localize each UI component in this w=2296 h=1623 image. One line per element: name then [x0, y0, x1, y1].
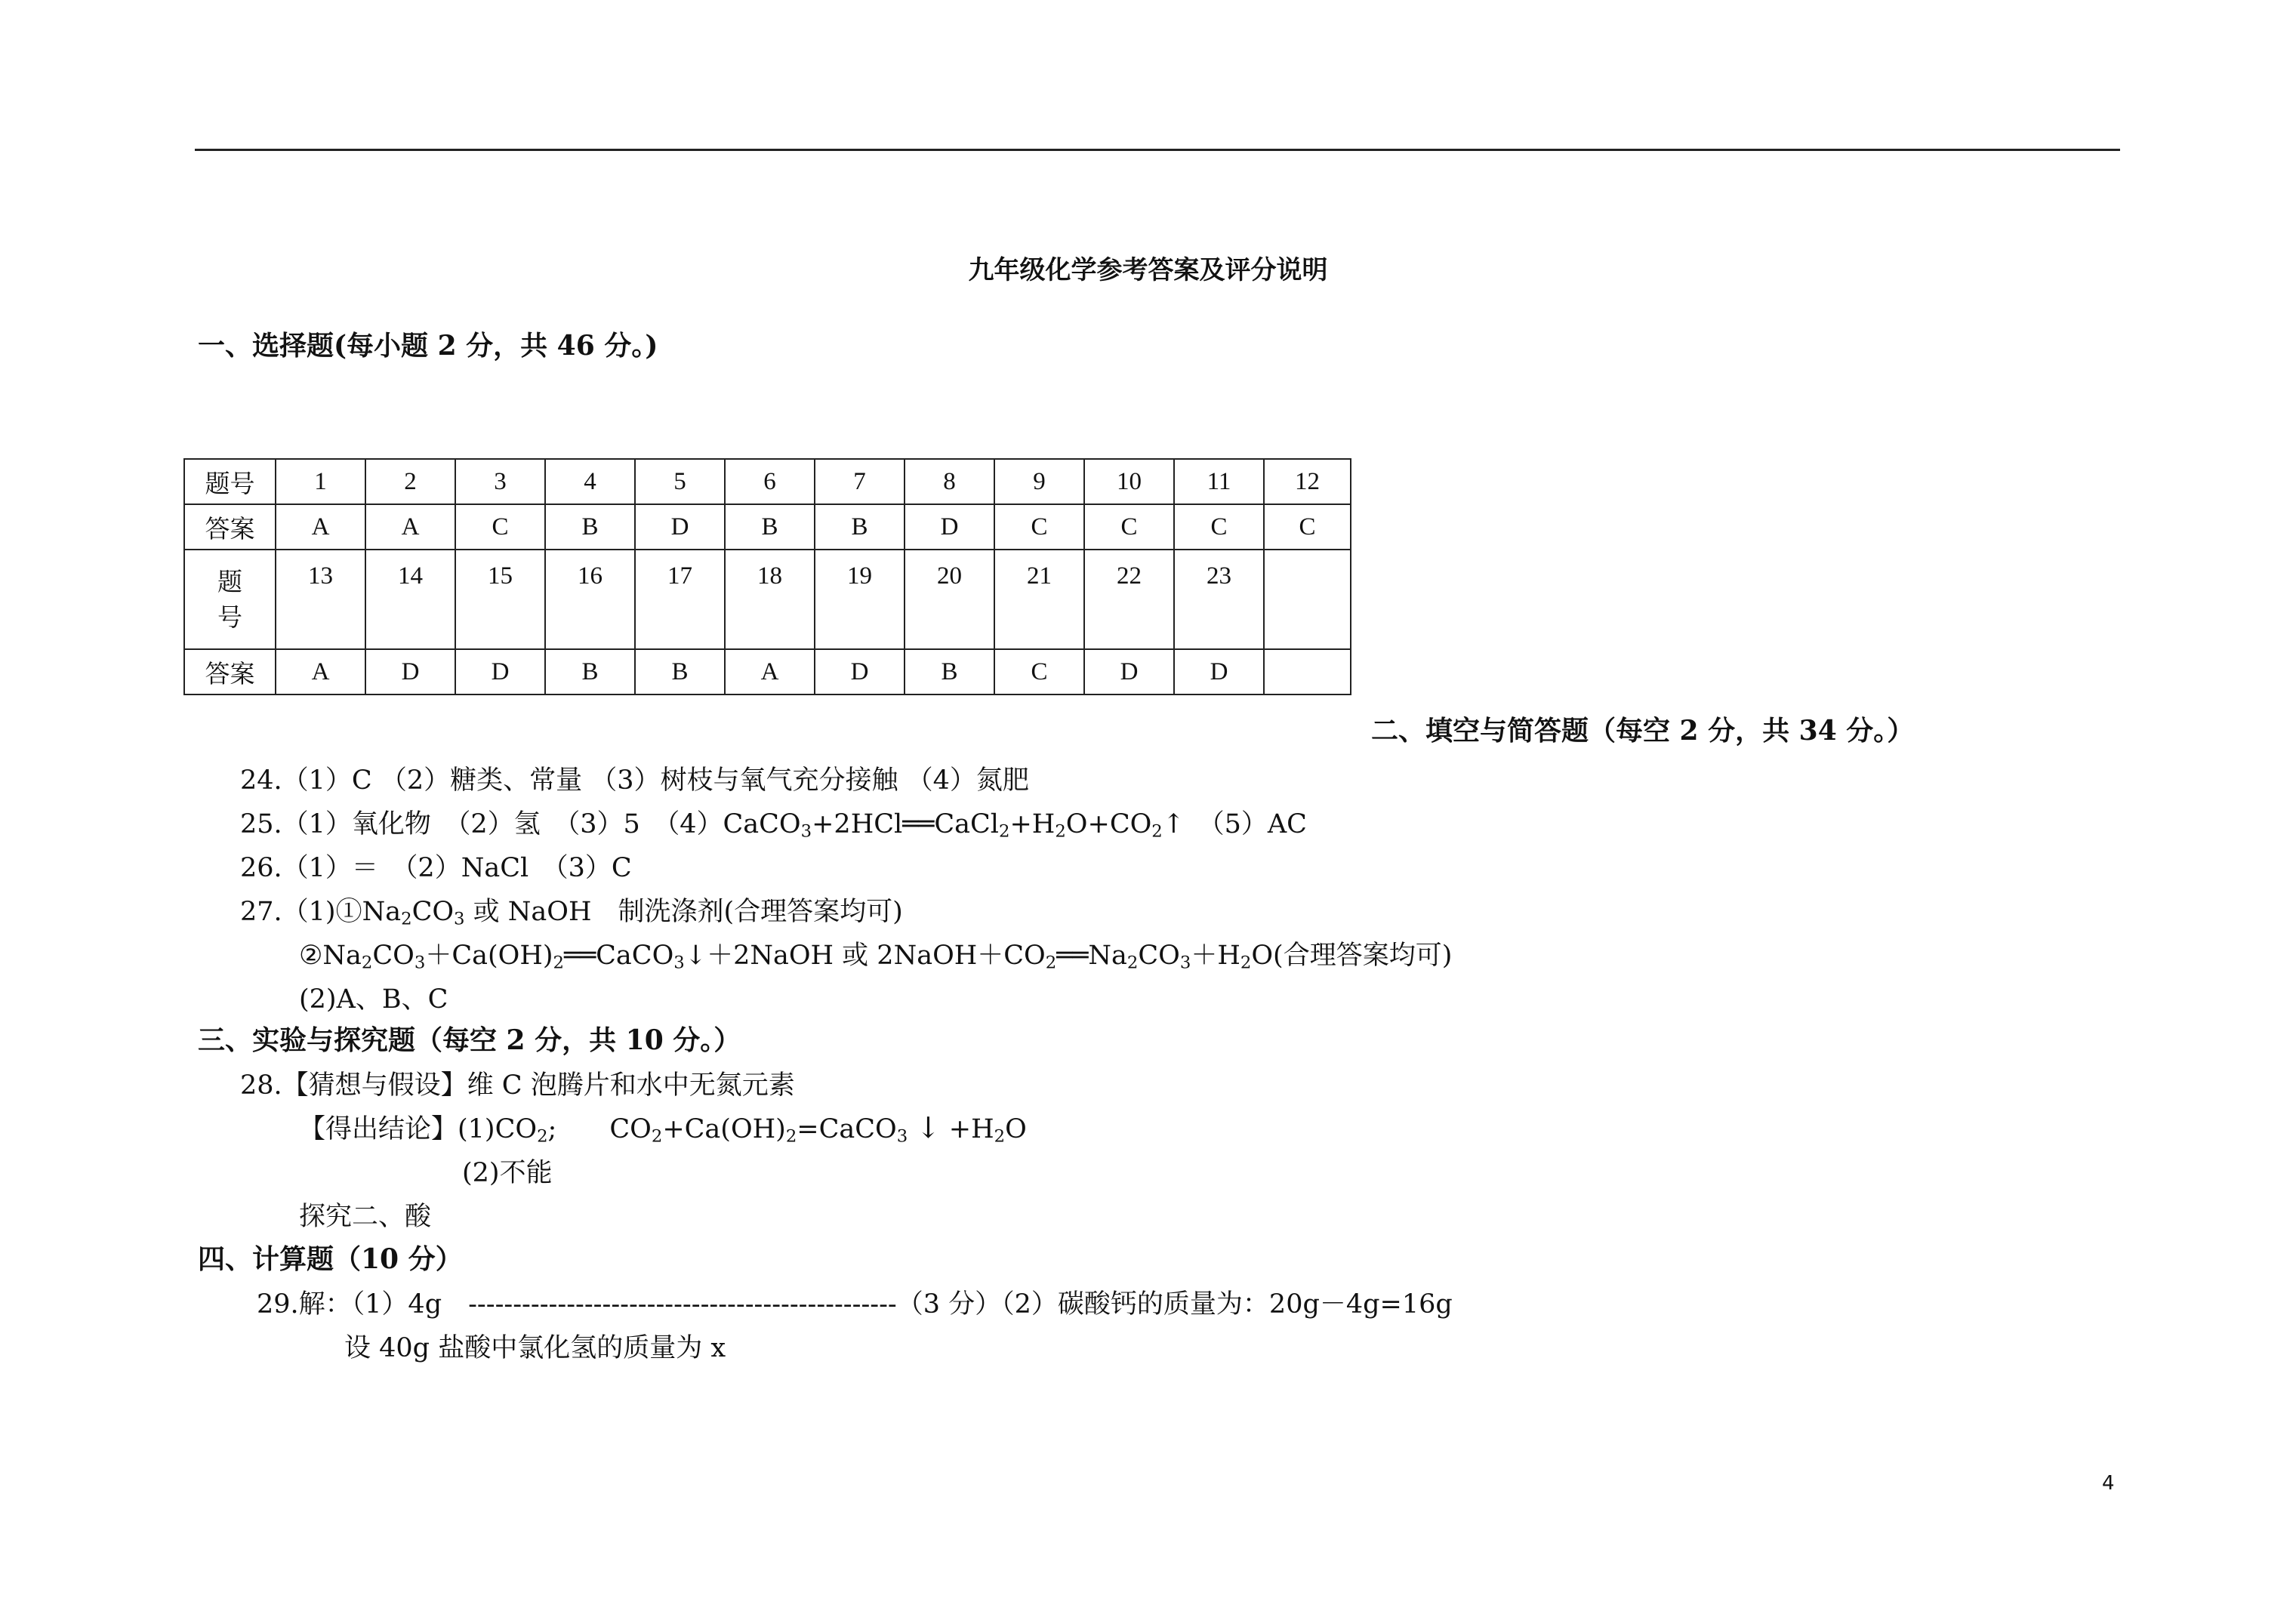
table-cell: D — [815, 649, 905, 694]
table-cell: 16 — [545, 550, 635, 649]
table-cell: 13 — [276, 550, 365, 649]
table-cell: 17 — [635, 550, 725, 649]
text-run: +Ca(OH) — [662, 1114, 786, 1144]
text-run: ══Na — [1056, 941, 1127, 971]
table-cell: 答案 — [184, 504, 276, 550]
text-run: 25.（1）氧化物 （2）氢 （3）5 （4）CaCO — [240, 809, 801, 839]
answer-29-line2: 设 40g 盐酸中氯化氢的质量为 x — [344, 1333, 726, 1363]
subscript: 3 — [673, 953, 685, 973]
answer-28-line4: 探究二、酸 — [299, 1202, 432, 1232]
answer-27-line3: (2)A、B、C — [299, 984, 448, 1015]
answer-25 — [240, 803, 1307, 842]
table-cell: 4 — [545, 459, 635, 504]
table-cell: 21 — [994, 550, 1084, 649]
text-run: ②Na — [299, 941, 362, 971]
text-run: CO — [411, 897, 455, 927]
table-cell: B — [545, 504, 635, 550]
subscript: 2 — [1126, 953, 1139, 973]
table-cell: B — [815, 504, 905, 550]
table-cell — [1264, 550, 1351, 649]
subscript: 2 — [401, 909, 412, 929]
table-cell: A — [725, 649, 815, 694]
answer-24: 24.（1）C （2）糖类、常量 （3）树枝与氧气充分接触 （4）氮肥 — [240, 765, 1029, 796]
section2-heading: 二、填空与简答题（每空 2 分，共 34 分。） — [1371, 715, 1915, 747]
subscript: 2 — [785, 1126, 797, 1147]
table-cell: B — [725, 504, 815, 550]
answer-28-line2 — [299, 1108, 1027, 1147]
table-cell — [184, 550, 276, 649]
text-run: ══CaCO — [564, 941, 674, 971]
table-cell: A — [365, 504, 455, 550]
text-run: O — [1005, 1114, 1027, 1144]
answer-27-line1 — [240, 891, 903, 929]
subscript: 3 — [800, 821, 812, 842]
subscript: 2 — [1151, 821, 1163, 842]
table-cell-line: 号 — [217, 602, 242, 632]
table-cell: 11 — [1174, 459, 1264, 504]
table-cell: A — [276, 649, 365, 694]
table-cell — [1264, 649, 1351, 694]
table-cell: 10 — [1084, 459, 1174, 504]
subscript: 2 — [651, 1126, 663, 1147]
page-number: 4 — [2102, 1472, 2115, 1495]
answer-29-line1: 29.解：（1）4g ------------------------------------------------（3 分）（2）碳酸钙的质量为：20g－4g=16g — [257, 1289, 1453, 1320]
text-run: ↑ （5）AC — [1162, 809, 1307, 839]
subscript: 2 — [1240, 953, 1252, 973]
subscript: 2 — [553, 953, 564, 973]
table-cell: 8 — [905, 459, 994, 504]
table-cell: B — [545, 649, 635, 694]
text-run: ↓＋2NaOH 或 2NaOH＋CO — [684, 941, 1046, 971]
table-cell: 7 — [815, 459, 905, 504]
table-cell: C — [1174, 504, 1264, 550]
table-cell: 答案 — [184, 649, 276, 694]
subscript: 3 — [454, 909, 465, 929]
section3-heading: 三、实验与探究题（每空 2 分，共 10 分。） — [198, 1024, 741, 1056]
page-title: 九年级化学参考答案及评分说明 — [968, 255, 1328, 285]
table-cell: 2 — [365, 459, 455, 504]
answer-27-line2 — [299, 935, 1452, 973]
subscript: 3 — [414, 953, 426, 973]
text-run: 【得出结论】(1)CO — [299, 1114, 538, 1144]
table-cell: 1 — [276, 459, 365, 504]
text-run: +H — [948, 1114, 994, 1144]
subscript: 2 — [994, 1126, 1006, 1147]
table-cell: D — [905, 504, 994, 550]
table-cell: C — [994, 504, 1084, 550]
table-cell: 6 — [725, 459, 815, 504]
text-run: =CaCO — [797, 1114, 897, 1144]
table-cell: C — [994, 649, 1084, 694]
text-run: CO — [1138, 941, 1180, 971]
table-cell: C — [455, 504, 545, 550]
table-cell: C — [1084, 504, 1174, 550]
subscript: 2 — [361, 953, 373, 973]
answer-26: 26.（1）＝ （2）NaCl （3）C — [240, 853, 632, 883]
text-run: 27.（1)①Na — [240, 897, 402, 927]
subscript: 2 — [998, 821, 1010, 842]
answer-28-line1: 28.【猜想与假设】维 C 泡腾片和水中无氮元素 — [240, 1070, 795, 1101]
table-cell: C — [1264, 504, 1351, 550]
table-cell: 23 — [1174, 550, 1264, 649]
text-run: CO — [372, 941, 415, 971]
subscript: 2 — [537, 1126, 548, 1147]
text-run: +H — [1009, 809, 1056, 839]
answer-table — [183, 458, 1351, 695]
subscript: 2 — [1055, 821, 1066, 842]
table-cell: 9 — [994, 459, 1084, 504]
table-cell: 题号 — [184, 459, 276, 504]
subscript: 3 — [896, 1126, 908, 1147]
table-row — [184, 649, 1351, 694]
section4-heading: 四、计算题（10 分） — [198, 1243, 463, 1275]
text-run: 或 NaOH 制洗涤剂(合理答案均可) — [464, 897, 903, 927]
table-row — [184, 550, 1351, 649]
down-arrow-icon: ↓ — [916, 1111, 941, 1145]
text-run: ＋Ca(OH) — [425, 941, 553, 971]
answer-28-line3: (2)不能 — [462, 1158, 553, 1188]
table-cell: 20 — [905, 550, 994, 649]
table-cell: 18 — [725, 550, 815, 649]
section1-heading: 一、选择题(每小题 2 分，共 46 分。) — [198, 330, 658, 362]
table-cell: D — [1084, 649, 1174, 694]
table-cell: 12 — [1264, 459, 1351, 504]
text-run: O(合理答案均可) — [1251, 941, 1453, 971]
table-cell: B — [635, 649, 725, 694]
table-row — [184, 459, 1351, 504]
table-row — [184, 504, 1351, 550]
table-cell: 14 — [365, 550, 455, 649]
text-run: ＋H — [1191, 941, 1240, 971]
subscript: 2 — [1045, 953, 1057, 973]
table-cell: A — [276, 504, 365, 550]
table-cell: 22 — [1084, 550, 1174, 649]
table-cell: D — [455, 649, 545, 694]
table-cell: D — [1174, 649, 1264, 694]
table-cell-line: 题 — [217, 567, 242, 596]
table-cell: B — [905, 649, 994, 694]
table-cell: D — [365, 649, 455, 694]
table-cell: D — [635, 504, 725, 550]
header-rule — [195, 149, 2120, 151]
text-run: ; CO — [547, 1114, 652, 1144]
table-cell: 5 — [635, 459, 725, 504]
subscript: 3 — [1179, 953, 1191, 973]
text-run: O+CO — [1065, 809, 1152, 839]
table-cell: 15 — [455, 550, 545, 649]
table-cell: 3 — [455, 459, 545, 504]
table-cell: 19 — [815, 550, 905, 649]
text-run: +2HCl══CaCl — [812, 809, 999, 839]
